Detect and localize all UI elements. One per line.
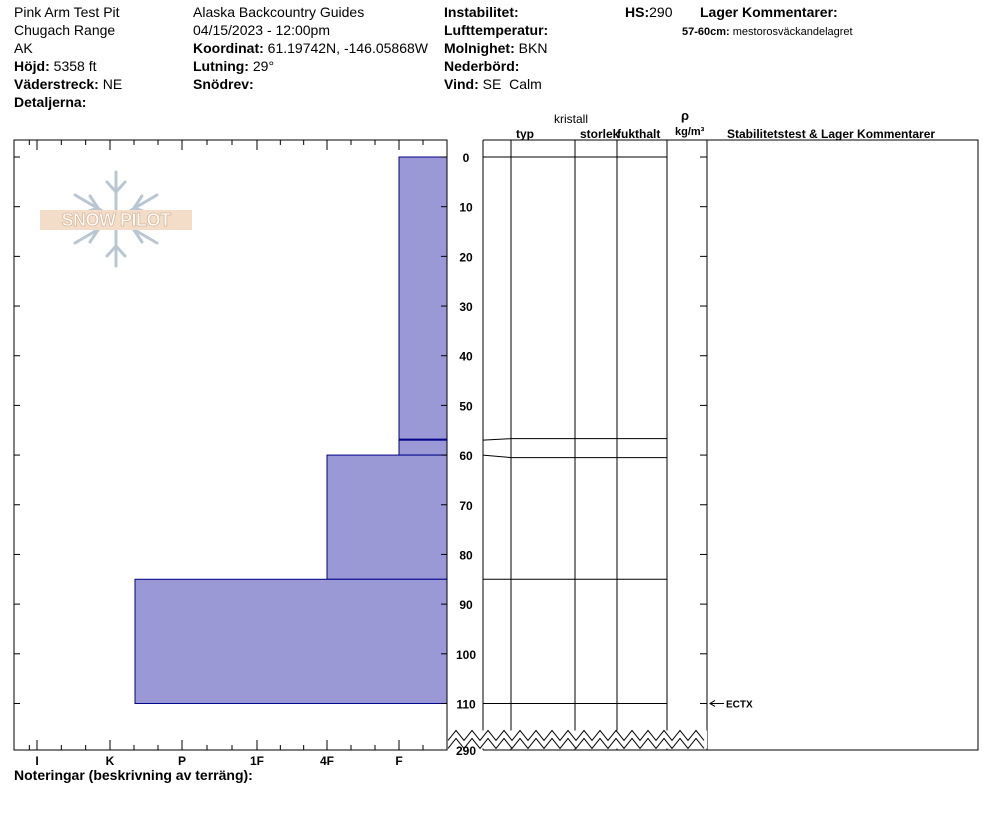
hardness-layer-bar [399, 157, 447, 440]
aspect-value: NE [102, 76, 123, 92]
depth-tick-label: 20 [459, 250, 473, 265]
aspect-label: Väderstreck: [14, 76, 99, 92]
hs-label: HS: [625, 4, 650, 20]
col-typ: typ [516, 127, 534, 141]
date-time: 04/15/2023 - 12:00pm [193, 22, 330, 38]
depth-tick-label: 40 [459, 349, 473, 364]
depth-tick-label: 100 [455, 647, 477, 662]
depth-tick-label: 30 [459, 300, 473, 315]
col-rho: ρ [681, 108, 690, 123]
depth-tick-label: 90 [459, 598, 473, 613]
drift-label: Snödrev: [193, 76, 254, 92]
org-name: Alaska Backcountry Guides [193, 4, 365, 20]
depth-tick-label: 10 [459, 200, 473, 215]
details-label: Detaljerna: [14, 94, 87, 110]
hardness-tick-label: 4F [319, 754, 335, 768]
depth-tick-label: 60 [459, 449, 473, 464]
air-temp-label: Lufttemperatur: [444, 22, 549, 38]
depth-tick-label: 110 [456, 697, 476, 712]
state-name: AK [14, 40, 33, 56]
hardness-tick-label: K [105, 754, 115, 768]
hardness-tick-label: F [395, 754, 403, 768]
elevation-value: 5358 ft [53, 58, 97, 74]
notes-label: Noteringar (beskrivning av terräng): [14, 767, 253, 783]
slope-label: Lutning: [193, 58, 249, 74]
snow-pilot-logo [40, 172, 192, 266]
hs-value: 290 [649, 4, 673, 20]
sky-label: Molnighet: [444, 40, 515, 56]
logo-text: SNOW PILOT [61, 210, 171, 230]
wind-value: SE Calm [482, 76, 542, 92]
depth-tick-label: 0 [462, 151, 470, 165]
col-storlek: storlek [580, 127, 620, 141]
pit-name: Pink Arm Test Pit [14, 4, 120, 20]
col-fukthalt: fukthalt [617, 127, 661, 141]
coord-value: 61.19742N, -146.05868W [267, 40, 428, 56]
wind-label: Vind: [444, 76, 479, 92]
stability-column-frame [707, 140, 978, 750]
depth-break-label: 290 [455, 744, 477, 758]
hardness-tick-label: P [177, 754, 187, 768]
sky-value: BKN [518, 40, 548, 56]
hardness-layer-bar [135, 579, 447, 703]
layer-boundary-connector [483, 439, 511, 441]
depth-tick-label: 70 [459, 498, 473, 513]
depth-tick-label: 80 [459, 548, 473, 563]
layer-comments-title: Lager Kommentarer: [700, 4, 838, 20]
hardness-tick-label: 1F [249, 754, 265, 768]
col-stability: Stabilitetstest & Lager Kommentarer [727, 127, 936, 141]
layer-comment-text: mestorosväckandelagret [732, 26, 853, 38]
elevation-label: Höjd: [14, 58, 50, 74]
precip-label: Nederbörd: [444, 58, 520, 74]
depth-tick-label: 50 [459, 399, 473, 414]
col-density-unit: kg/m³ [675, 126, 705, 138]
range-name: Chugach Range [14, 22, 116, 38]
layer-boundary-connector [483, 455, 511, 458]
coord-label: Koordinat: [193, 40, 264, 56]
hardness-layer-bar [399, 440, 447, 455]
hardness-layer-bar [327, 455, 447, 579]
hardness-tick-label: I [35, 754, 39, 768]
instability-label: Instabilitet: [444, 4, 519, 20]
col-kristall: kristall [554, 112, 589, 126]
layer-comment-range: 57-60cm: [682, 26, 730, 38]
test-label: ECTX [726, 699, 753, 711]
slope-value: 29° [252, 58, 275, 74]
